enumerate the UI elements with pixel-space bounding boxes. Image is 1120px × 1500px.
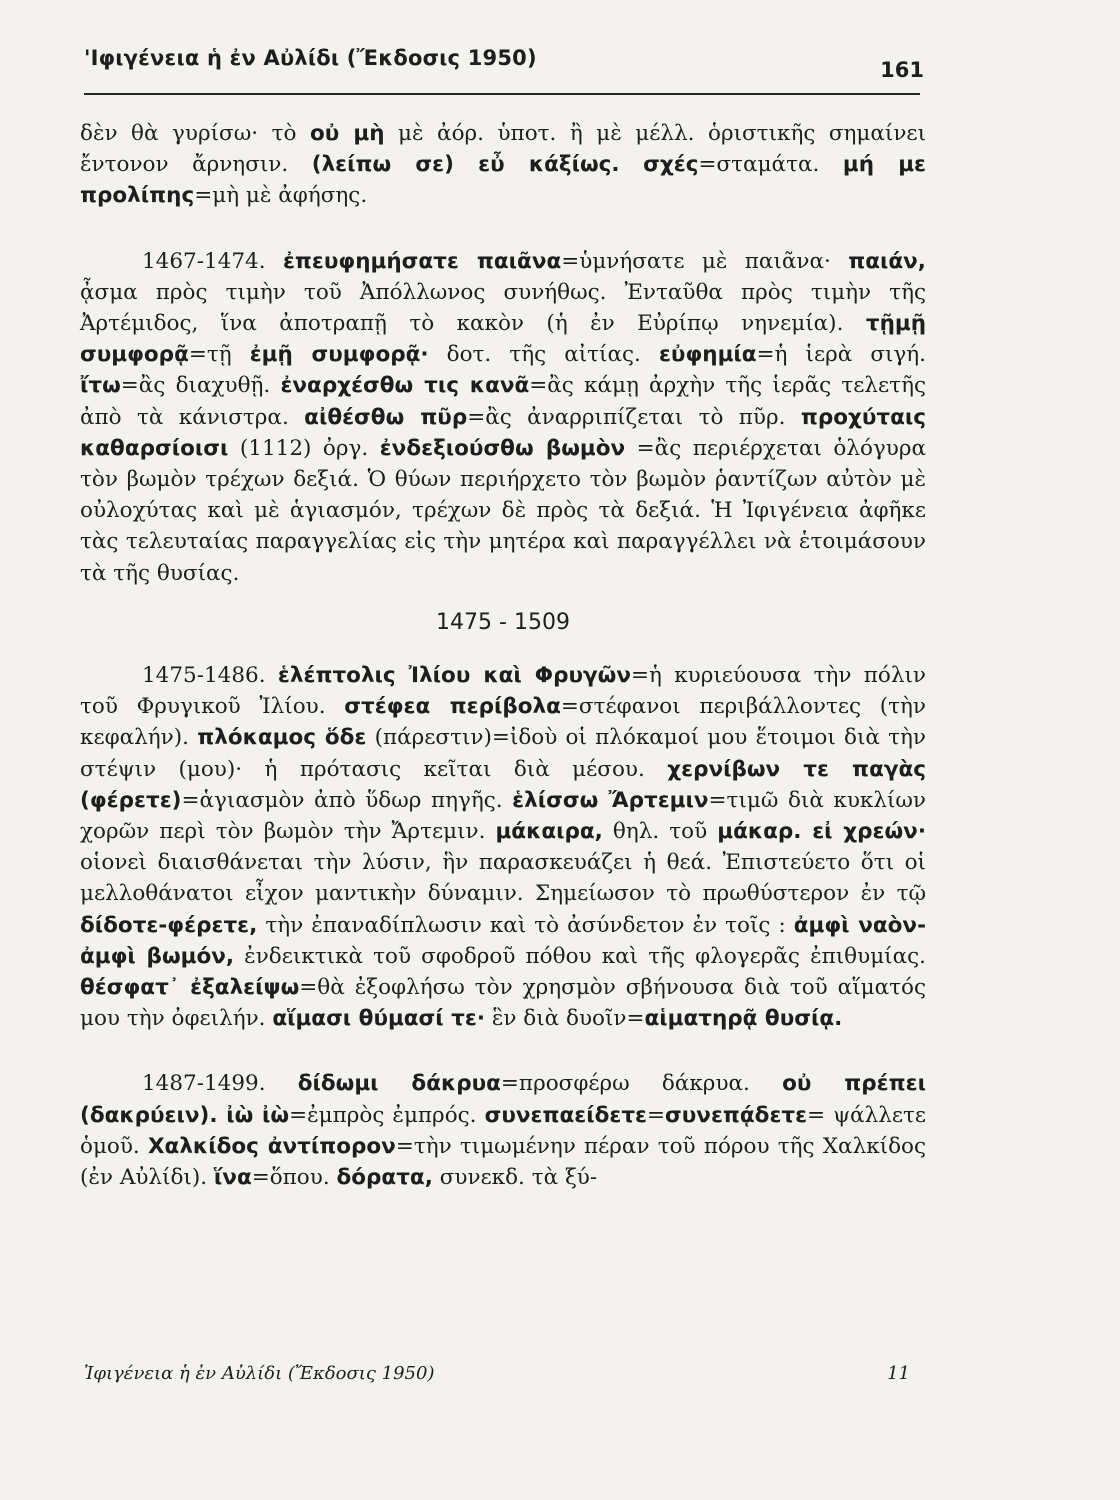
paragraph-2 [80,246,926,589]
lemma: αἰθέσθω πῦρ [304,404,468,430]
lemma: χερνίβων τε παγὰς (φέρετε) [80,756,926,813]
commentary-body [80,118,926,1193]
lemma: Χαλκίδος ἀντίπορον [147,1133,396,1159]
text-span: =ἂς ἀναρριπίζεται τὸ πῦρ. [467,404,801,430]
text-span: =θὰ ἐξοφλήσω τὸν χρησμὸν σβήνουσα διὰ τοῦ αἵματός μου τὴν ὀφειλήν. [80,975,926,1032]
running-header: 'Ιφιγένεια ἡ ἐν Αὐλίδι (Ἔκδοσις 1950) [84,46,537,70]
text-span: θηλ. τοῦ [602,819,718,845]
paragraph-3 [80,660,926,1034]
text-span: =ἂς περιέρχεται ὁλόγυρα τὸν βωμὸν τρέχων δεξιά. Ὁ θύων περιήρχετο τὸν βωμὸν ῥαντίζων αὐτὸν μὲ οὐλοχύτας καὶ μὲ ἁγιασμόν, τρέχων δὲ πρὸς τὰ δεξιά. Ἡ Ἰφιγένεια ἀφῆκε τὰς τελευταίας παραγγελίας εἰς τὴν μητέρα καὶ παραγγέλλει νὰ ἑτοιμάσουν τὰ τῆς θυσίας. [80,435,927,586]
lemma: προχύταις καθαρσίοισι [80,404,927,461]
lemma: τῇμῇ συμφορᾷ [80,311,926,368]
lemma: πλόκαμος ὅδε [197,725,367,751]
text-span: =τὴν τιμωμένην πέραν τοῦ πόρου τῆς Χαλκίδος (ἐν Αὐλίδι). [80,1133,926,1191]
lemma: αἱματηρᾷ θυσίᾳ. [644,1006,843,1032]
text-span: =ὑμνήσατε μὲ παιᾶνα· [561,248,849,274]
text-span: =τιμῶ διὰ κυκλίων χορῶν περὶ τὸν βωμὸν τὴν Ἄρτεμιν. [80,787,926,845]
signature-mark: 11 [887,1363,910,1384]
footer-title: Ἰφιγένεια ἡ ἐν Αὐλίδι (Ἔκδοσις 1950) [84,1363,435,1384]
lemma: ἐπευφημήσατε παιᾶνα [282,248,562,274]
text-span: =σταμάτα. [698,152,843,178]
section-heading: 1475 - 1509 [436,609,570,635]
lemma: δίδωμι δάκρυα [297,1071,501,1097]
lemma: ἵνα [213,1165,252,1191]
lemma: ἐναρχέσθω τις κανᾶ [280,373,530,399]
lemma: ἀμφὶ ναὸν-ἀμφὶ βωμόν, [80,912,926,969]
lemma: σχές [643,152,699,178]
paragraph-4 [80,1068,926,1193]
lemma: ἑλέπτολις Ἰλίου καὶ Φρυγῶν [277,663,631,689]
text-span: δὲν θὰ γυρίσω· τὸ [80,121,310,146]
text-span: =ὅπου. [251,1165,337,1191]
text-span [620,152,644,177]
lemma: μάκαρ. εἰ χρεών· [717,819,926,845]
paragraph-1 [80,118,926,212]
text-span: =ἡ ἱερὰ σιγή. [756,342,926,368]
lemma: οὐ πρέπει (δακρύειν). ἰὼ ἰὼ [80,1071,926,1128]
text-span: =ἂς κάμῃ ἀρχὴν τῆς ἱερᾶς τελετῆς ἀπὸ τὰ κάνιστρα. [80,373,926,430]
text-span: = ψάλλετε ὁμοῦ. [80,1102,926,1159]
line-ref: 1467-1474. [142,248,283,274]
text-span: δοτ. τῆς αἰτίας. [428,342,659,368]
lemma: ἴτω [80,373,121,399]
text-span: =στέφανοι περιβάλλοντες (τὴν κεφαλήν). [80,694,926,751]
page-number: 161 [880,58,924,82]
text-span: ἓν διὰ δυοῖν= [485,1006,645,1032]
lemma: (λείπω σε) εὖ κάξίως. [311,152,620,178]
text-span: (πάρεστιν)=ἰδοὺ οἱ πλόκαμοί μου ἕτοιμοι διὰ τὴν στέψιν (μου)· ἡ πρότασις κεῖται διὰ μέσου. [80,725,926,782]
lemma: θέσφατ᾽ ἐξαλείψω [80,975,300,1001]
header-rule [84,93,920,95]
text-span: ᾆσμα πρὸς τιμὴν τοῦ Ἀπόλλωνος συνήθως. Ἐνταῦθα πρὸς τιμὴν τῆς Ἀρτέμιδος, ἵνα ἀποτραπῇ τὸ κακὸν (ἡ ἐν Εὐρίπῳ νηνεμία). [80,279,926,337]
lemma: ἐνδεξιούσθω βωμὸν [379,435,626,461]
text-span: μὲ ἀόρ. ὑποτ. ἢ μὲ μέλλ. ὁριστικῆς σημαίνει ἔντονον ἄρνησιν. [80,121,926,178]
footer [84,1363,920,1384]
lemma: μή με προλίπης [80,152,926,209]
spacer [80,1034,926,1068]
text-span: = [647,1102,666,1128]
lemma: εὐφημία [658,342,757,368]
text-span: =ἐμπρὸς ἐμπρός. [289,1102,485,1128]
spacer [80,212,926,246]
lemma: αἵμασι θύμασί τε· [272,1006,486,1032]
lemma: μάκαιρα, [495,819,603,845]
text-span: =ἂς διαχυθῇ. [120,373,281,399]
lemma: οὐ μὴ [309,121,385,146]
text-span: (1112) ὀργ. [228,435,380,461]
text-span: συνεκδ. τὰ ξύ- [432,1165,598,1191]
text-span: ἐνδεικτικὰ τοῦ σφοδροῦ πόθου καὶ τῆς φλογερᾶς ἐπιθυμίας. [234,943,926,969]
lemma: συνεπᾴδετε [665,1102,808,1128]
lemma: δόρατα, [336,1165,433,1191]
text-span: =τῇ [188,342,250,368]
text-span: =ἡ κυριεύουσα τὴν πόλιν τοῦ Φρυγικοῦ Ἰλίου. [80,663,926,720]
lemma: ἐμῇ συμφορᾷ· [249,342,429,368]
lemma: συνεπαείδετε [484,1102,648,1128]
text-span: τὴν ἐπαναδίπλωσιν καὶ τὸ ἀσύνδετον ἐν τοῖς : [257,912,794,938]
lemma: στέφεα περίβολα [344,694,561,720]
lemma: ἑλίσσω Ἄρτεμιν [512,787,709,813]
line-ref: 1487-1499. [142,1071,298,1097]
text-span: =μὴ μὲ ἀφήσης. [194,183,368,209]
text-span: =προσφέρω δάκρυα. [500,1071,783,1097]
line-ref: 1475-1486. [142,663,278,689]
text-span: οἱονεὶ διαισθάνεται τὴν λύσιν, ἣν παρασκευάζει ἡ θεά. Ἐπιστεύετο ὅτι οἱ μελλοθάνατοι εἶχον μαντικὴν δύναμιν. Σημείωσον τὸ πρωθύστερον ἐν τῷ [80,850,926,907]
lemma: παιάν, [848,248,926,274]
lemma: δίδοτε-φέρετε, [80,912,258,938]
text-span: =ἁγιασμὸν ἀπὸ ὕδωρ πηγῆς. [181,787,513,813]
